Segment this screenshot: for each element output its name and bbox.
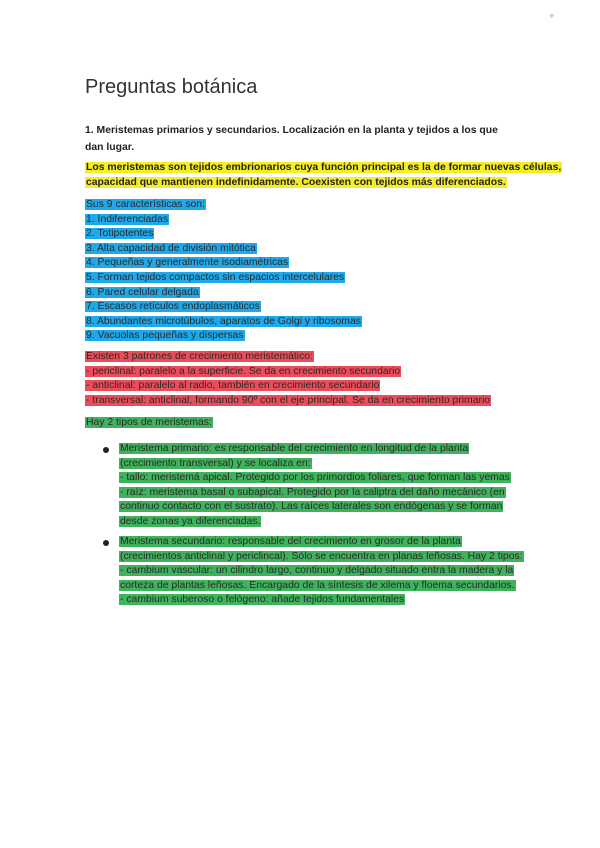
list-item: 9. Vacuolas pequeñas y dispersas [86, 330, 244, 342]
list-item: 2. Totipotentes [86, 228, 154, 240]
bullet-line: - cambium vascular: un cilindro largo, continuo y delgado situado entra la madera y la [120, 565, 514, 577]
bullet-icon [103, 447, 109, 453]
growth-patterns [85, 350, 515, 408]
bullet-line: Meristema primario: es responsable del crecimiento en longitud de la planta [120, 443, 469, 454]
list-item: 4. Pequeñas y generalmente isodiamétricas [86, 257, 289, 269]
bullet-line: - raíz: meristema basal o subapical. Protegido por la caliptra del daño mecánico (en [120, 486, 505, 498]
patterns-heading: Existen 3 patrones de crecimiento meristemático: [86, 351, 313, 362]
intro-line: Los meristemas son tejidos embrionarios cuya función principal es la de formar nuevas células, [86, 162, 562, 173]
list-item: - transversal: anticlinal, formando 90º con el eje principal. Se da en crecimiento primario [86, 394, 491, 406]
list-item: - periclinal: paralelo a la superficie. Se da en crecimiento secundario [86, 365, 401, 377]
bullet-line: Meristema secundario: responsable del crecimiento en grosor de la planta [120, 536, 461, 547]
bullet-icon [103, 540, 109, 546]
question-heading: 1. Meristemas primarios y secundarios. Localización en la planta y tejidos a los que dan lugar. [85, 125, 498, 153]
list-item: 6. Pared celular delgada [86, 286, 199, 298]
bullet-line: (crecimientos anticlinal y periclincal). Sólo se encuentra en planas leñosas. Hay 2 tipos: [120, 550, 523, 562]
page-corner-mark: ✦ [548, 11, 556, 21]
features-heading: Sus 9 características son: [86, 199, 205, 210]
list-item: - anticlinal: paralelo al radio, también en crecimiento secundario [86, 380, 380, 392]
bullet-line: desde zonas ya diferenciadas. [120, 515, 261, 527]
bullet-line: (crecimiento transversal) y se localiza en: [120, 457, 311, 469]
list-item: 7. Escasos retículos endoplasmáticos [86, 301, 260, 313]
bullet-line: - tallo: meristemá apical. Protegido por los primordios foliares, que forman las yemas [120, 472, 510, 484]
types-heading [85, 416, 515, 431]
bullet-text [119, 442, 519, 530]
bullet-line: continuo contacto con el sustrato). Las raíces laterales son endógenas y se forman [120, 501, 503, 513]
bullet-line: corteza de plantas leñosas. Encargado de la síntesis de xilema y floema secundarios. [120, 579, 515, 591]
list-item: 5. Forman tejidos compactos sin espacios intercelulares [86, 271, 345, 283]
intro-line: capacidad que mantienen indefinidamente. Coexisten con tejidos más diferenciados. [86, 176, 506, 188]
features-list [85, 198, 515, 344]
page-title: Preguntas botánica [85, 76, 258, 98]
intro-paragraph [85, 161, 562, 190]
list-item: 8. Abundantes microtúbulos, aparatos de Golgi y ribosomas [86, 315, 361, 327]
types-heading-text: Hay 2 tipos de meristemas: [86, 417, 212, 428]
bullet-text [119, 535, 523, 608]
bullet-line: - cambium suberoso o felógeno: añade tejidos fundamentales [120, 594, 405, 606]
list-item: 1. Indiferenciadas [86, 213, 169, 225]
list-item: 3. Alta capacidad de división mitótica [86, 242, 256, 254]
